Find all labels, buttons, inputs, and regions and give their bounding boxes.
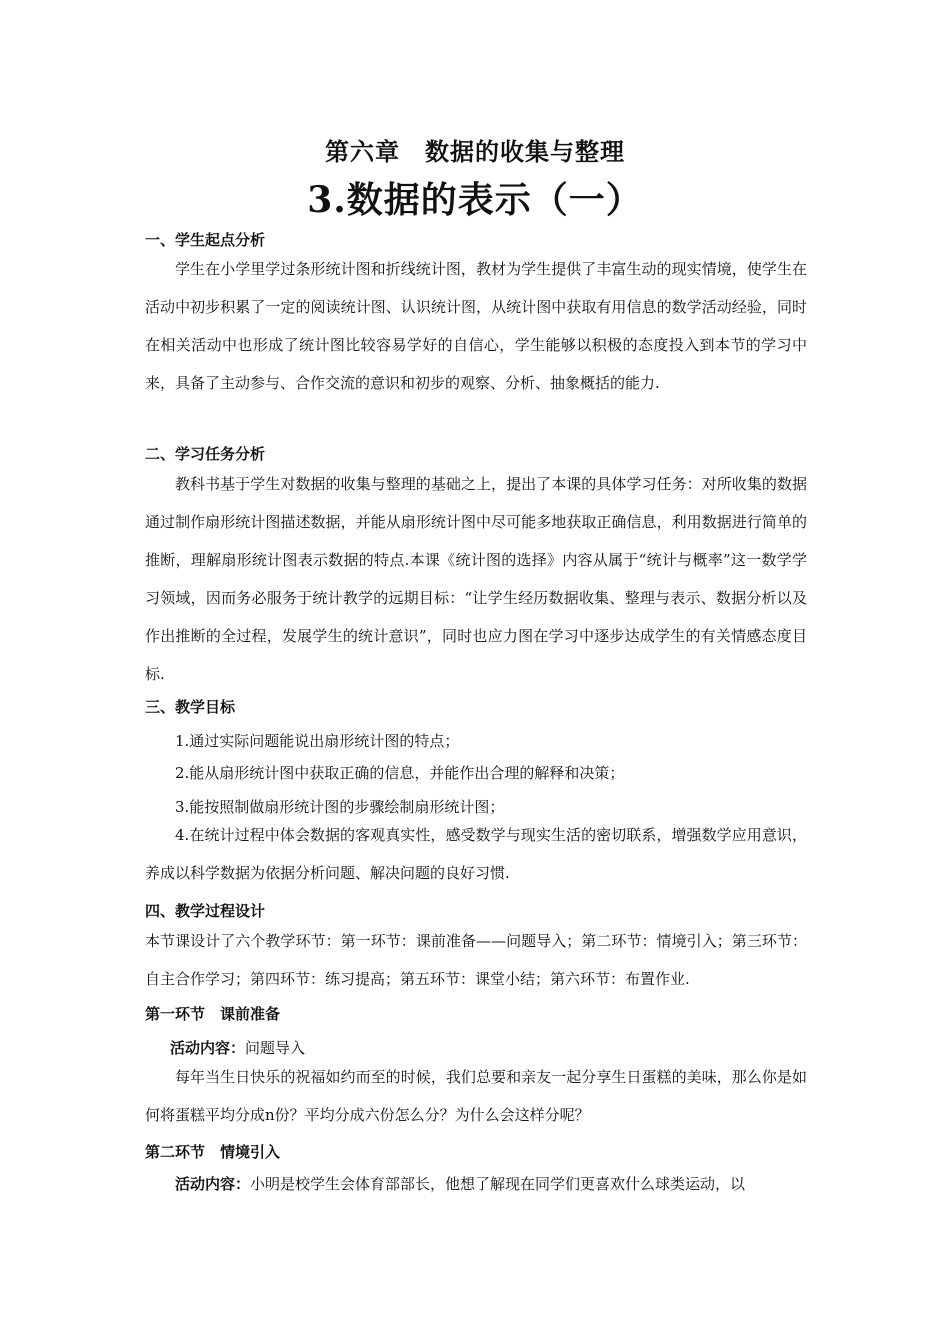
activity-value: 问题导入	[245, 1039, 306, 1057]
activity-line	[175, 1173, 745, 1194]
goal-item: 2.能从扇形统计图中获取正确的信息，并能作出合理的解释和决策；	[175, 764, 625, 782]
activity-value: 小明是校学生会体育部部长，他想了解现在同学们更喜欢什么球类运动，以	[250, 1175, 746, 1193]
lesson-title: 3.数据的表示（一）	[307, 179, 643, 221]
goal-item-4: 4.在统计过程中体会数据的客观真实性，感受数学与现实生活的密切联系，增强数学应用意识，养成以科学数据为依据分析问题、解决问题的良好习惯.	[145, 826, 807, 882]
process-design-paragraph: 本节课设计了六个教学环节：第一环节：课前准备——问题导入；第二环节：情境引入；第三环节：自主合作学习；第四环节：练习提高；第五环节：课堂小结；第六环节：布置作业.	[145, 932, 807, 988]
activity-label: 活动内容：	[170, 1039, 246, 1057]
section-heading-process-design: 四、教学过程设计	[145, 902, 266, 920]
stage-heading-preparation: 第一环节 课前准备	[145, 1005, 281, 1023]
activity-line	[170, 1037, 305, 1058]
goal-item: 3.能按照制做扇形统计图的步骤绘制扇形统计图；	[175, 798, 505, 816]
chapter-heading: 第六章 数据的收集与整理	[325, 137, 625, 166]
section-heading-student-analysis: 一、学生起点分析	[145, 231, 266, 249]
stage-heading-introduction: 第二环节 情境引入	[145, 1143, 281, 1161]
section-heading-teaching-goals: 三、教学目标	[145, 698, 236, 716]
activity-label: 活动内容：	[175, 1175, 251, 1193]
student-analysis-paragraph: 学生在小学里学过条形统计图和折线统计图，教材为学生提供了丰富生动的现实情境，使学生在活动中初步积累了一定的阅读统计图、认识统计图，从统计图中获取有用信息的数学活动经验，同时在相关活动中也形成了统计图比较容易学好的自信心，学生能够以积极的态度投入到本节的学习中来，具备了主动参与、合作交流的意识和初步的观察、分析、抽象概括的能力.	[145, 260, 807, 392]
preparation-paragraph: 每年当生日快乐的祝福如约而至的时候，我们总要和亲友一起分享生日蛋糕的美味，那么你是如何将蛋糕平均分成n份？平均分成六份怎么分？为什么会这样分呢？	[145, 1068, 807, 1124]
task-analysis-paragraph: 教科书基于学生对数据的收集与整理的基础之上，提出了本课的具体学习任务：对所收集的数据通过制作扇形统计图描述数据，并能从扇形统计图中尽可能多地获取正确信息，利用数据进行简单的推断，理解扇形统计图表示数据的特点.本课《统计图的选择》内容从属于“统计与概率”这一数学学习领域，因而务必服务于统计教学的远期目标：“让学生经历数据收集、整理与表示、数据分析以及作出推断的全过程，发展学生的统计意识”，同时也应力图在学习中逐步达成学生的有关情感态度目标.	[145, 475, 807, 683]
section-heading-task-analysis: 二、学习任务分析	[145, 445, 266, 463]
goal-item: 1.通过实际问题能说出扇形统计图的特点；	[175, 732, 460, 750]
